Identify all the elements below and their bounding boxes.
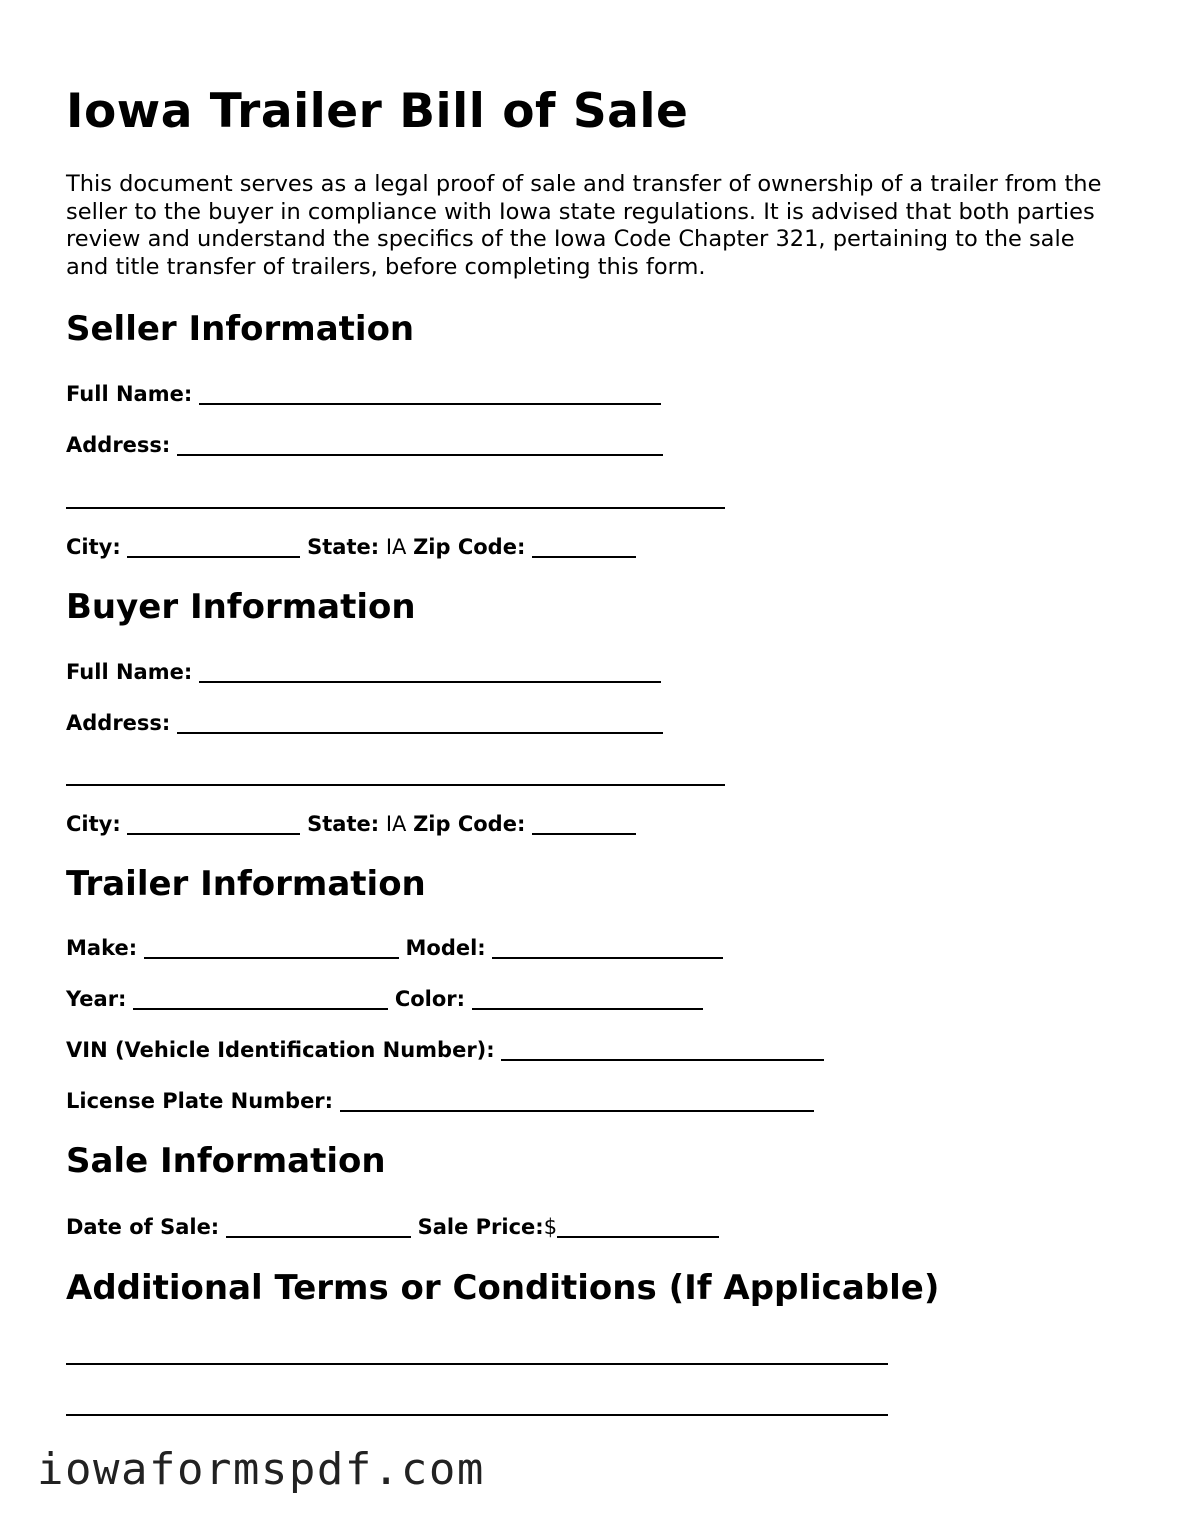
seller-state-value: IA bbox=[385, 535, 407, 559]
seller-address-label: Address: bbox=[66, 433, 171, 457]
trailer-plate-field[interactable] bbox=[340, 1088, 814, 1112]
sale-heading: Sale Information bbox=[66, 1141, 386, 1181]
trailer-model-field[interactable] bbox=[492, 935, 723, 959]
seller-address-row bbox=[66, 432, 663, 458]
seller-zip-label: Zip Code: bbox=[413, 535, 526, 559]
buyer-full-name-label: Full Name: bbox=[66, 660, 193, 684]
intro-paragraph: This document serves as a legal proof of sale and transfer of ownership of a trailer from the seller to the buyer in compliance with Iowa state regulations. It is advised that both parties review and understand the specifics of the Iowa Code Chapter 321, pertaining to the sale and title transfer of trailers, before completing this form. bbox=[66, 171, 1102, 280]
buyer-city-label: City: bbox=[66, 812, 121, 836]
trailer-vin-field[interactable] bbox=[501, 1037, 824, 1061]
trailer-make-field[interactable] bbox=[144, 935, 399, 959]
sale-price-field[interactable] bbox=[557, 1214, 719, 1238]
buyer-full-name-row bbox=[66, 659, 661, 685]
sale-price-label: Sale Price: bbox=[417, 1215, 544, 1239]
buyer-state-value: IA bbox=[385, 812, 407, 836]
trailer-color-label: Color: bbox=[394, 987, 466, 1011]
seller-city-state-zip-row bbox=[66, 534, 636, 560]
trailer-model-label: Model: bbox=[405, 936, 486, 960]
trailer-vin-row bbox=[66, 1037, 824, 1063]
additional-terms-heading: Additional Terms or Conditions (If Applicable) bbox=[66, 1268, 940, 1308]
buyer-full-name-field[interactable] bbox=[199, 659, 661, 683]
buyer-city-field[interactable] bbox=[127, 811, 300, 835]
trailer-make-label: Make: bbox=[66, 936, 138, 960]
sale-date-field[interactable] bbox=[226, 1214, 411, 1238]
seller-heading: Seller Information bbox=[66, 309, 415, 349]
trailer-plate-label: License Plate Number: bbox=[66, 1089, 334, 1113]
trailer-year-color-row bbox=[66, 986, 703, 1012]
trailer-heading: Trailer Information bbox=[66, 864, 426, 904]
watermark: iowaformspdf.com bbox=[37, 1444, 485, 1495]
trailer-plate-row bbox=[66, 1088, 814, 1114]
trailer-year-label: Year: bbox=[66, 987, 127, 1011]
trailer-vin-label: VIN (Vehicle Identification Number): bbox=[66, 1038, 495, 1062]
buyer-heading: Buyer Information bbox=[66, 587, 416, 627]
seller-full-name-label: Full Name: bbox=[66, 382, 193, 406]
buyer-zip-label: Zip Code: bbox=[413, 812, 526, 836]
seller-full-name-row bbox=[66, 381, 661, 407]
seller-full-name-field[interactable] bbox=[199, 381, 661, 405]
additional-terms-line-2[interactable] bbox=[66, 1414, 888, 1416]
trailer-year-field[interactable] bbox=[133, 986, 388, 1010]
trailer-color-field[interactable] bbox=[472, 986, 703, 1010]
trailer-make-model-row bbox=[66, 935, 723, 961]
page-title: Iowa Trailer Bill of Sale bbox=[66, 84, 689, 139]
currency-symbol: $ bbox=[543, 1215, 558, 1239]
buyer-address-field[interactable] bbox=[177, 710, 663, 734]
buyer-zip-field[interactable] bbox=[532, 811, 636, 835]
seller-address-line2-field[interactable] bbox=[66, 507, 725, 509]
seller-city-label: City: bbox=[66, 535, 121, 559]
buyer-city-state-zip-row bbox=[66, 811, 636, 837]
sale-date-label: Date of Sale: bbox=[66, 1215, 220, 1239]
buyer-address-label: Address: bbox=[66, 711, 171, 735]
seller-city-field[interactable] bbox=[127, 534, 300, 558]
buyer-address-line2-field[interactable] bbox=[66, 784, 725, 786]
seller-zip-field[interactable] bbox=[532, 534, 636, 558]
seller-address-field[interactable] bbox=[177, 432, 663, 456]
additional-terms-line-1[interactable] bbox=[66, 1363, 888, 1365]
sale-date-price-row bbox=[66, 1214, 719, 1240]
buyer-address-row bbox=[66, 710, 663, 736]
seller-state-label: State: bbox=[307, 535, 380, 559]
buyer-state-label: State: bbox=[307, 812, 380, 836]
